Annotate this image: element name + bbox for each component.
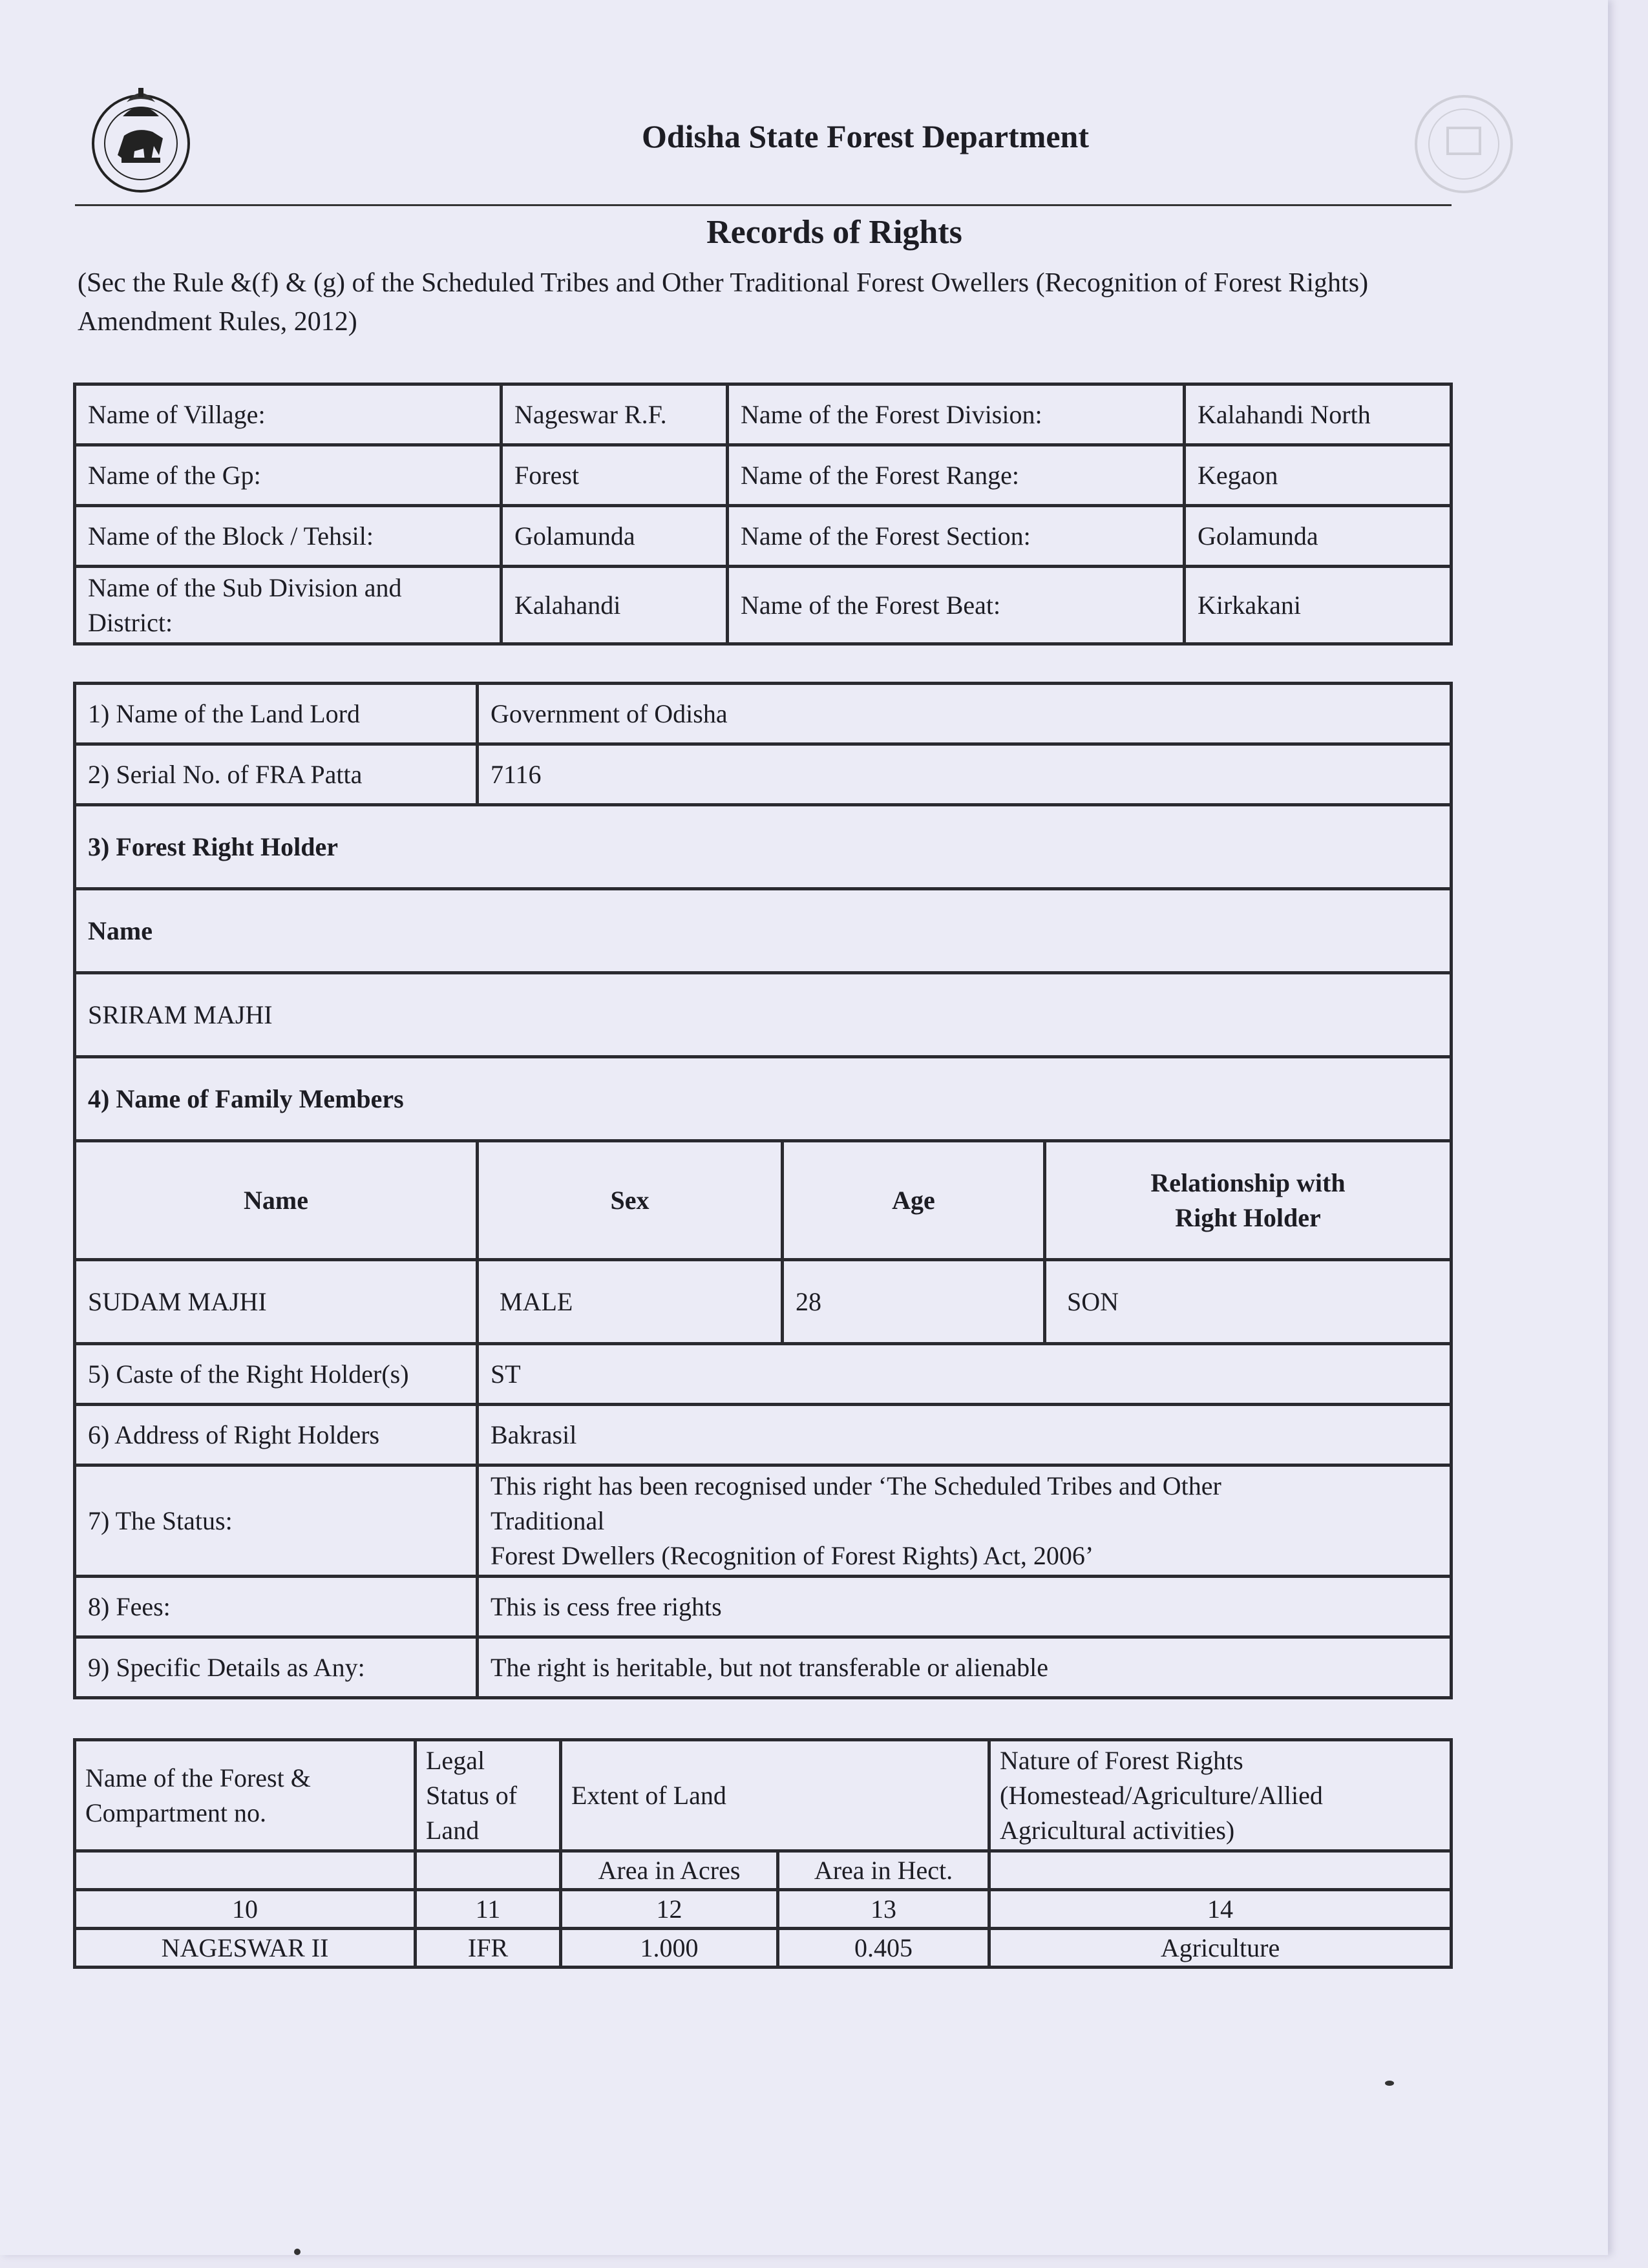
- status-line: This right has been recognised under ‘The Scheduled Tribes and Other: [491, 1471, 1221, 1500]
- table-row: [75, 684, 1452, 744]
- member-relationship: SON: [1045, 1260, 1452, 1344]
- serial-value: 7116: [478, 744, 1452, 805]
- table-row: [75, 1740, 1452, 1851]
- family-col-relationship: Relationship with Right Holder: [1045, 1141, 1452, 1260]
- forest-name-cell: NAGESWAR II: [75, 1929, 416, 1968]
- table-row: [75, 384, 1452, 445]
- table-row: [75, 744, 1452, 805]
- document-title: Records of Rights: [706, 214, 962, 251]
- caste-label: 5) Caste of the Right Holder(s): [75, 1344, 478, 1405]
- land-lord-label: 1) Name of the Land Lord: [75, 684, 478, 744]
- table-row: [75, 1851, 1452, 1890]
- member-sex: MALE: [478, 1260, 783, 1344]
- table-row: [75, 1890, 1452, 1929]
- header-divider: [75, 204, 1452, 206]
- area-acres-cell: 1.000: [561, 1929, 778, 1968]
- status-line: Forest Dwellers (Recognition of Forest Rights) Act, 2006’: [491, 1540, 1094, 1570]
- table-row: [75, 1929, 1452, 1968]
- column-number: 10: [75, 1890, 416, 1929]
- gp-label: Name of the Gp:: [75, 445, 502, 506]
- subdivision-value: Kalahandi: [502, 567, 728, 644]
- family-col-name: Name: [75, 1141, 478, 1260]
- holder-heading: 3) Forest Right Holder: [75, 805, 1452, 889]
- holder-name: SRIRAM MAJHI: [75, 973, 1452, 1057]
- table-row: [75, 1141, 1452, 1260]
- table-row: [75, 1577, 1452, 1637]
- family-heading: 4) Name of Family Members: [75, 1057, 1452, 1141]
- legal-status-header: Legal Status of Land: [416, 1740, 561, 1851]
- location-table: [73, 383, 1453, 646]
- nature-header: Nature of Forest Rights (Homestead/Agriculture/Allied Agricultural activities): [989, 1740, 1452, 1851]
- gp-value: Forest: [502, 445, 728, 506]
- area-hect-header: Area in Hect.: [778, 1851, 989, 1890]
- legal-status-cell: IFR: [416, 1929, 561, 1968]
- table-row: [75, 567, 1452, 644]
- column-number: 13: [778, 1890, 989, 1929]
- table-row: [75, 1405, 1452, 1465]
- area-hect-cell: 0.405: [778, 1929, 989, 1968]
- table-row: [75, 1057, 1452, 1141]
- details-value: The right is heritable, but not transferable or alienable: [478, 1637, 1452, 1698]
- land-lord-value: Government of Odisha: [478, 684, 1452, 744]
- status-value: [478, 1465, 1452, 1577]
- village-label: Name of Village:: [75, 384, 502, 445]
- table-row: [75, 1344, 1452, 1405]
- member-name: SUDAM MAJHI: [75, 1260, 478, 1344]
- forest-range-label: Name of the Forest Range:: [728, 445, 1185, 506]
- forest-beat-label: Name of the Forest Beat:: [728, 567, 1185, 644]
- table-row: [75, 1260, 1452, 1344]
- table-row: [75, 973, 1452, 1057]
- table-row: [75, 889, 1452, 973]
- specks: [294, 2249, 301, 2255]
- fees-label: 8) Fees:: [75, 1577, 478, 1637]
- forest-section-label: Name of the Forest Section:: [728, 506, 1185, 567]
- status-label: 7) The Status:: [75, 1465, 478, 1577]
- table-row: [75, 1465, 1452, 1577]
- member-age: 28: [783, 1260, 1045, 1344]
- column-number: 12: [561, 1890, 778, 1929]
- village-value: Nageswar R.F.: [502, 384, 728, 445]
- rule-reference: (Sec the Rule &(f) & (g) of the Scheduled Tribes and Other Traditional Forest Owellers (Recognition of Forest Rights) Amendment Rules, 2012): [78, 268, 1369, 337]
- land-table: [73, 1738, 1453, 1969]
- family-col-age: Age: [783, 1141, 1045, 1260]
- forest-section-value: Golamunda: [1185, 506, 1452, 567]
- table-row: [75, 1637, 1452, 1698]
- fees-value: This is cess free rights: [478, 1577, 1452, 1637]
- record-table: [73, 682, 1453, 1699]
- caste-value: ST: [478, 1344, 1452, 1405]
- table-row: [75, 445, 1452, 506]
- extent-header: Extent of Land: [561, 1740, 989, 1851]
- name-heading: Name: [75, 889, 1452, 973]
- family-col-sex: Sex: [478, 1141, 783, 1260]
- details-label: 9) Specific Details as Any:: [75, 1637, 478, 1698]
- forest-compartment-header: Name of the Forest & Compartment no.: [75, 1740, 416, 1851]
- block-value: Golamunda: [502, 506, 728, 567]
- subdivision-label: Name of the Sub Division and District:: [75, 567, 502, 644]
- forest-range-value: Kegaon: [1185, 445, 1452, 506]
- nature-cell: Agriculture: [989, 1929, 1452, 1968]
- forest-division-label: Name of the Forest Division:: [728, 384, 1185, 445]
- table-row: [75, 805, 1452, 889]
- address-value: Bakrasil: [478, 1405, 1452, 1465]
- column-number: 14: [989, 1890, 1452, 1929]
- area-acres-header: Area in Acres: [561, 1851, 778, 1890]
- forest-beat-value: Kirkakani: [1185, 567, 1452, 644]
- table-row: [75, 506, 1452, 567]
- forest-division-value: Kalahandi North: [1185, 384, 1452, 445]
- column-number: 11: [416, 1890, 561, 1929]
- serial-label: 2) Serial No. of FRA Patta: [75, 744, 478, 805]
- department-title: Odisha State Forest Department: [641, 118, 1090, 154]
- status-line: Traditional: [491, 1506, 605, 1535]
- block-label: Name of the Block / Tehsil:: [75, 506, 502, 567]
- specks: [1385, 2081, 1394, 2086]
- address-label: 6) Address of Right Holders: [75, 1405, 478, 1465]
